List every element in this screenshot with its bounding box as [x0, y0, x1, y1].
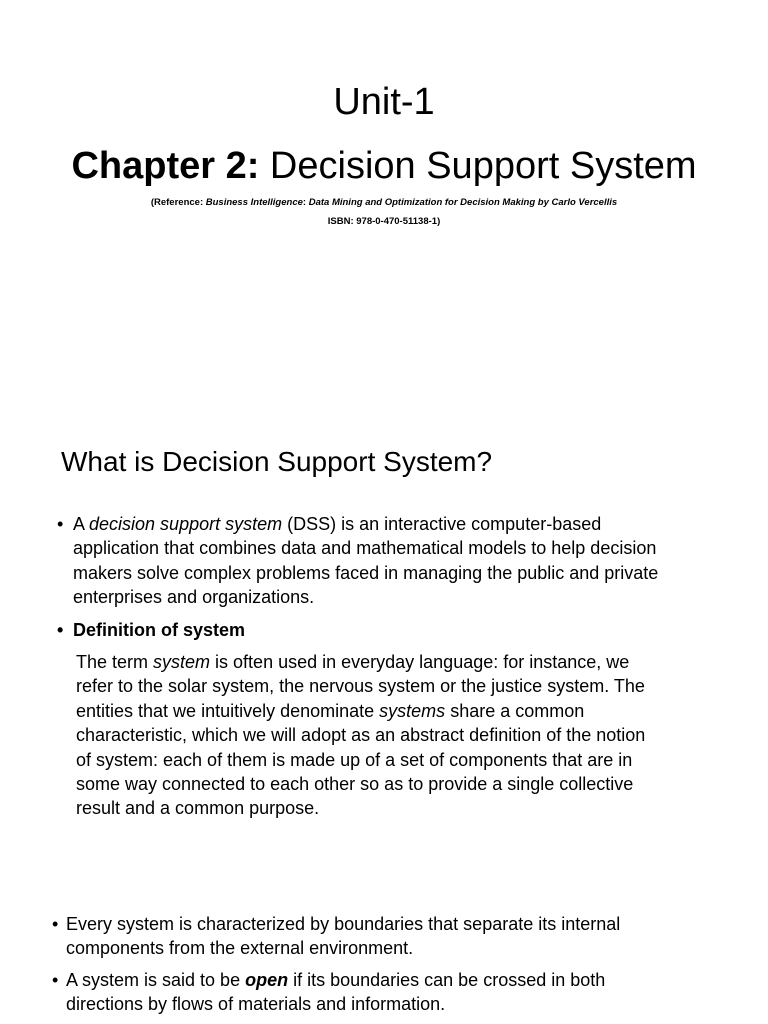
dss-line-3: makers solve complex problems faced in managing the public and private	[73, 562, 659, 583]
bullet-icon: •	[52, 914, 59, 934]
def-line-1b: is often used in everyday language: for instance, we	[210, 652, 630, 672]
reference-colon: :	[302, 197, 309, 208]
dss-term: decision support system	[89, 514, 283, 534]
def-term-system: system	[153, 652, 211, 672]
dss-line-4: enterprises and organizations.	[73, 587, 315, 608]
reference-open-paren: (	[150, 197, 154, 208]
bullet-icon: •	[52, 970, 59, 990]
section-heading: What is Decision Support System?	[61, 446, 493, 477]
def-term-systems: systems	[379, 700, 446, 721]
title-slide	[0, 0, 768, 400]
boundary-line-1: Every system is characterized by boundaries that separate its internal	[66, 914, 621, 934]
open-term: open	[245, 970, 289, 990]
dss-lead: A	[73, 514, 90, 534]
isbn: ISBN: 978-0-470-51138-1	[327, 216, 438, 227]
list-item	[52, 912, 621, 961]
system-boundaries-slide	[0, 870, 768, 1024]
reference-label: Reference:	[154, 197, 206, 208]
def-line-3b: share a common	[445, 700, 585, 721]
boundary-line-2: components from the external environment.	[66, 938, 414, 959]
bullet-icon: •	[57, 620, 64, 640]
list-item	[52, 968, 606, 1017]
dss-line-2: application that combines data and mathematical models to help decision	[73, 538, 657, 559]
def-line-3a: entities that we intuitively denominate	[76, 700, 380, 721]
def-line-7: result and a common purpose.	[76, 798, 320, 819]
def-line-5: of system: each of them is made up of a set of components that are in	[76, 749, 633, 770]
def-line-6: some way connected to each other so as to provide a single collective	[76, 774, 634, 795]
list-item	[57, 512, 659, 610]
open-rest: if its boundaries can be crossed in both	[288, 970, 606, 990]
reference-close-paren: )	[437, 216, 441, 227]
bullet-icon: •	[57, 514, 64, 534]
definition-heading: Definition of system	[73, 620, 246, 640]
chapter-label: Chapter 2:	[71, 145, 260, 187]
reference-line	[0, 197, 768, 209]
open-lead: A system is said to be	[66, 970, 246, 990]
reference-book-subtitle: Data Mining and Optimization for Decision Making by Carlo Vercellis	[308, 197, 618, 208]
dss-definition-slide	[0, 400, 768, 870]
definition-paragraph	[76, 650, 645, 821]
chapter-title	[0, 142, 768, 190]
list-item	[57, 618, 246, 642]
unit-title: Unit-1	[333, 81, 435, 123]
reference-book-title: Business Intelligence	[205, 197, 303, 208]
open-line-2: directions by flows of materials and information.	[66, 994, 446, 1015]
def-line-2: refer to the solar system, the nervous system or the justice system. The	[76, 676, 645, 697]
isbn-line	[0, 216, 768, 228]
def-line-4: characteristic, which we will adopt as an abstract definition of the notion	[76, 725, 646, 746]
dss-line-1: (DSS) is an interactive computer-based	[282, 514, 602, 534]
chapter-name: Decision Support System	[269, 145, 697, 187]
def-line-1a: The term	[76, 652, 154, 672]
